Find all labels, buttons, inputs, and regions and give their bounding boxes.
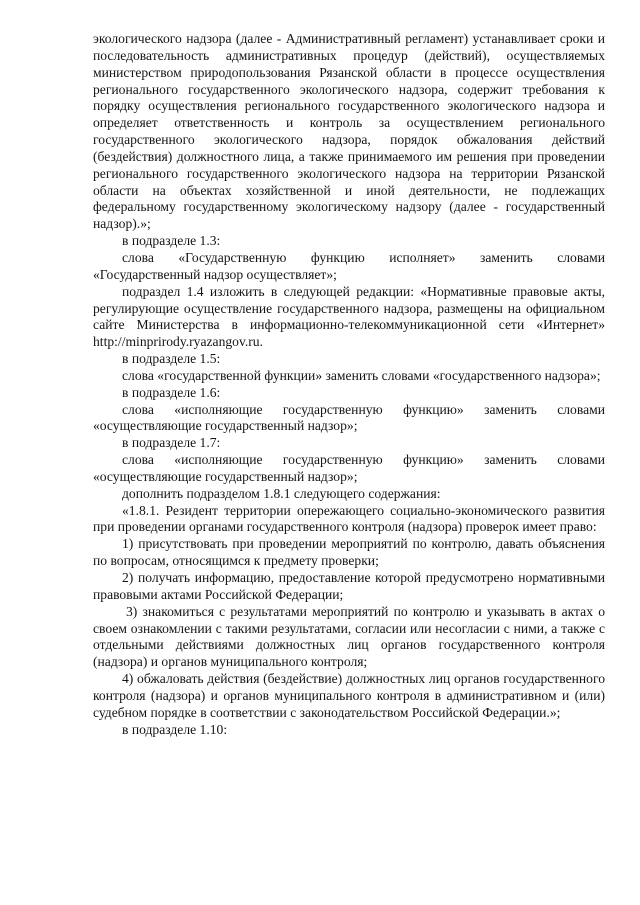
paragraph-subsection-1-5: в подразделе 1.5: [122,351,221,367]
paragraph-subsection-1-3: в подразделе 1.3: [122,233,221,249]
list-item-1: 1) присутствовать при проведении мероприятий по контролю, давать объяснения по вопросам, относящимся к предмету проверки; [93,536,605,569]
paragraph-replace-1-3: слова «Государственную функцию исполняет» заменить словами «Государственный надзор осуществляет»; [93,249,605,282]
paragraph-subsection-1-6: в подразделе 1.6: [122,384,221,400]
paragraph-replace-1-6: слова «исполняющие государственную функцию» заменить словами «осуществляющие государственный надзор»; [93,401,605,434]
paragraph-subsection-1-7: в подразделе 1.7: [122,435,221,451]
paragraph-add-1-8-1: дополнить подразделом 1.8.1 следующего содержания: [122,485,441,501]
list-item-2: 2) получать информацию, предоставление которой предусмотрено нормативными правовыми актами Российской Федерации; [93,570,605,602]
paragraph-replace-1-5: слова «государственной функции» заменить словами «государственного надзора»; [122,367,601,383]
paragraph-1-8-1-intro: «1.8.1. Резидент территории опережающего социально-экономического развития при проведении органами государственного контроля (надзора) проверок имеет право: [93,502,605,535]
paragraph-subsection-1-10: в подразделе 1.10: [122,721,228,737]
document-body [93,31,605,738]
paragraph-replace-1-7: слова «исполняющие государственную функцию» заменить словами «осуществляющие государственный надзор»; [93,452,605,484]
list-item-3: 3) знакомиться с результатами мероприятий по контролю и указывать в актах о своем ознакомлении с такими результатами, согласии или несогласии с ними, а также с отдельными действиями должностных лиц органов государственного контроля (надзора) и органов муниципального контроля; [93,603,605,670]
paragraph-subsection-1-4: подраздел 1.4 изложить в следующей редакции: «Нормативные правовые акты, регулирующие осуществление государственного надзора, размещены на официальном сайте Министерства в информационно-телекоммуникационной сети «Интернет» http://minprirody.ryazangov.ru. [93,283,605,350]
paragraph-regulation-scope: экологического надзора (далее - Административный регламент) устанавливает сроки и последовательность административных процедур (действий), осуществляемых министерством природопользования Рязанской области в процессе осуществления регионального государственного экологического надзора, содержит требования к порядку осуществления регионального государственного экологического надзора и определяет ответственность и контроль за осуществлением регионального государственного экологического надзора, порядок обжалования действий (бездействия) должностного лица, а также принимаемого им решения при проведении регионального государственного экологического надзора на территории Рязанской области на объектах хозяйственной и иной деятельности, не подлежащих федеральному государственному экологическому надзору (далее - государственный надзор).»; [93,31,605,232]
list-item-4: 4) обжаловать действия (бездействие) должностных лиц органов государственного контроля (надзора) и органов муниципального контроля в административном и (или) судебном порядке в соответствии с законодательством Российской Федерации.»; [93,671,605,720]
